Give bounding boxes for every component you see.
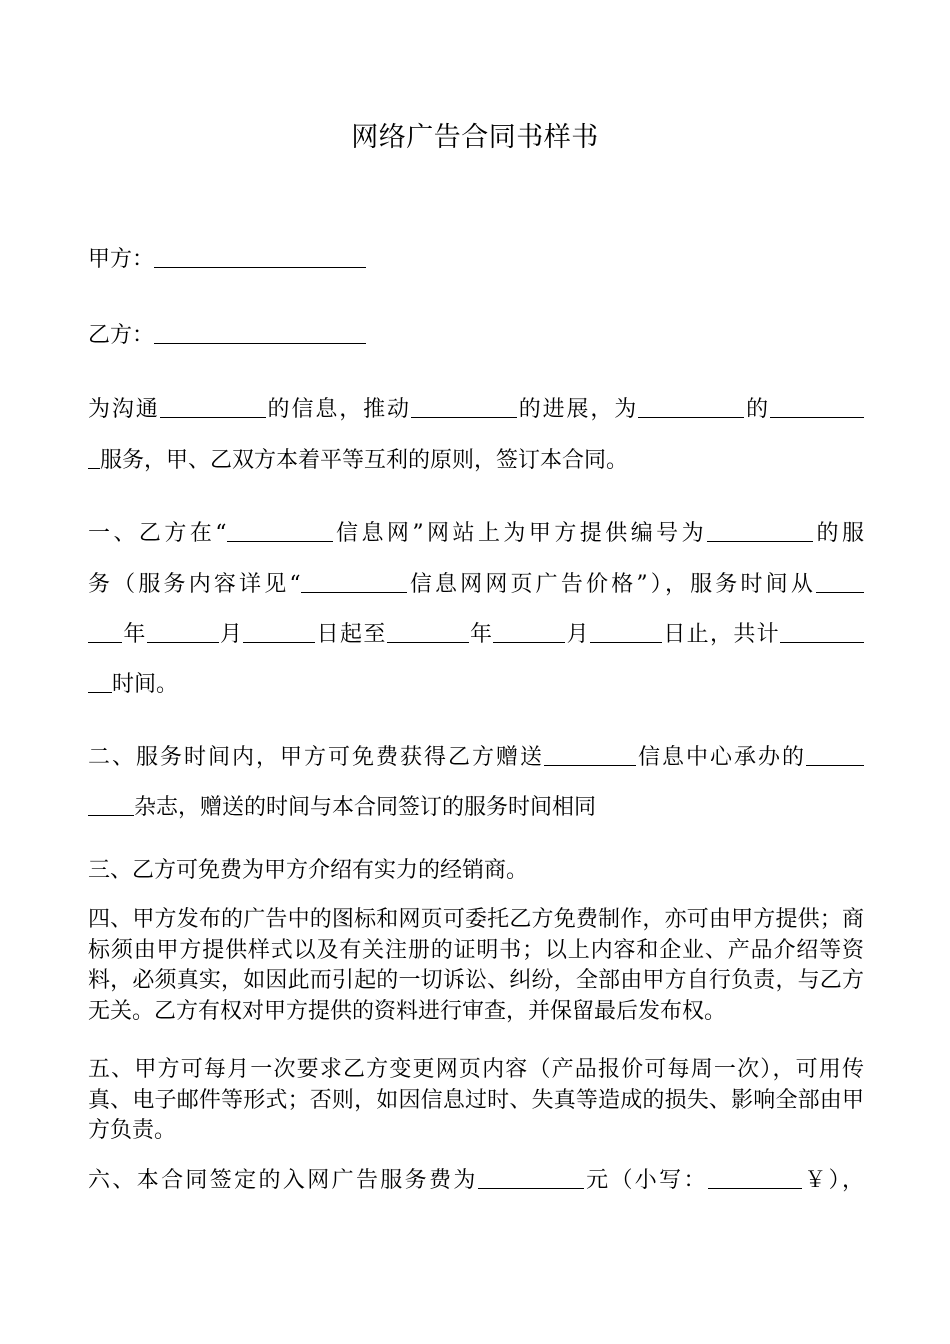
blank[interactable]	[88, 691, 112, 693]
blank[interactable]	[816, 591, 864, 593]
clause-text: 年	[468, 622, 494, 647]
blank[interactable]	[88, 467, 100, 469]
blank[interactable]	[387, 641, 469, 643]
blank[interactable]	[243, 641, 315, 643]
blank[interactable]	[88, 641, 122, 643]
clause-2-line-1	[88, 743, 864, 773]
party-a-blank[interactable]	[154, 266, 366, 268]
clause-text: 二、服务时间内，甲方可免费获得乙方赠送	[88, 745, 544, 770]
blank[interactable]	[707, 540, 813, 542]
clause-text: 日止，共计	[662, 622, 780, 647]
blank[interactable]	[160, 416, 266, 418]
clause-1-line-1	[88, 519, 864, 549]
intro-line-2	[88, 446, 864, 476]
clause-2-line-2	[88, 793, 864, 823]
clause-6-line-1	[88, 1166, 864, 1196]
intro-text: 的	[744, 397, 770, 422]
clause-text: 信息中心承办的	[635, 745, 806, 770]
blank[interactable]	[590, 641, 662, 643]
clause-text: 六、本合同签定的入网广告服务费为	[88, 1168, 478, 1193]
clause-text: 信息网网页广告价格”），服务时间从	[406, 572, 817, 597]
clause-text: 元（小写：	[583, 1168, 708, 1193]
clause-text: 杂志，赠送的时间与本合同签订的服务时间相同	[134, 795, 597, 820]
intro-text: 的进展，为	[516, 397, 639, 422]
blank[interactable]	[806, 764, 864, 766]
clause-1-line-3	[88, 620, 864, 650]
clause-text: 一、乙方在“	[88, 521, 227, 546]
blank[interactable]	[493, 641, 565, 643]
service-fee-blank[interactable]	[478, 1187, 584, 1189]
clause-text: 月	[565, 622, 591, 647]
intro-text: 服务，甲、乙双方本着平等互利的原则，签订本合同。	[100, 448, 629, 473]
intro-line-1	[88, 395, 864, 425]
clause-text: 信息网”网站上为甲方提供编号为	[332, 521, 708, 546]
service-fee-figure-blank[interactable]	[708, 1187, 802, 1189]
document-title: 网络广告合同书样书	[351, 122, 599, 153]
clause-text: 时间。	[112, 672, 179, 697]
party-b-line	[88, 321, 864, 351]
party-b-label: 乙方：	[88, 323, 155, 348]
blank[interactable]	[88, 814, 134, 816]
blank[interactable]	[780, 641, 864, 643]
clause-3: 三、乙方可免费为甲方介绍有实力的经销商。	[88, 858, 529, 883]
intro-text: 为沟通	[88, 397, 160, 422]
clause-text: 月	[218, 622, 244, 647]
blank[interactable]	[770, 416, 864, 418]
blank[interactable]	[411, 416, 517, 418]
party-a-line	[88, 245, 864, 275]
clause-text: 年	[122, 622, 147, 647]
clause-5: 五、甲方可每月一次要求乙方变更网页内容（产品报价可每周一次），可用传真、电子邮件等形式；否则，如因信息过时、失真等造成的损失、影响全部由甲方负责。	[88, 1057, 864, 1143]
clause-text: 的服	[813, 521, 864, 546]
clause-1-line-4	[88, 670, 864, 700]
clause-text: 日起至	[315, 622, 387, 647]
clause-text: ￥），	[801, 1168, 864, 1193]
party-a-label: 甲方：	[88, 247, 155, 272]
clause-4: 四、甲方发布的广告中的图标和网页可委托乙方免费制作，亦可由甲方提供；商标须由甲方提供样式以及有关注册的证明书；以上内容和企业、产品介绍等资料，必须真实，如因此而引起的一切诉讼、纠纷，全部由甲方自行负责，与乙方无关。乙方有权对甲方提供的资料进行审查，并保留最后发布权。	[88, 907, 864, 1024]
intro-text: 的信息，推动	[265, 397, 411, 422]
clause-text: 务（服务内容详见“	[88, 572, 301, 597]
clause-1-line-2	[88, 570, 864, 600]
party-b-blank[interactable]	[154, 342, 366, 344]
blank[interactable]	[544, 764, 636, 766]
blank[interactable]	[301, 591, 407, 593]
blank[interactable]	[638, 416, 744, 418]
blank[interactable]	[227, 540, 333, 542]
blank[interactable]	[147, 641, 219, 643]
